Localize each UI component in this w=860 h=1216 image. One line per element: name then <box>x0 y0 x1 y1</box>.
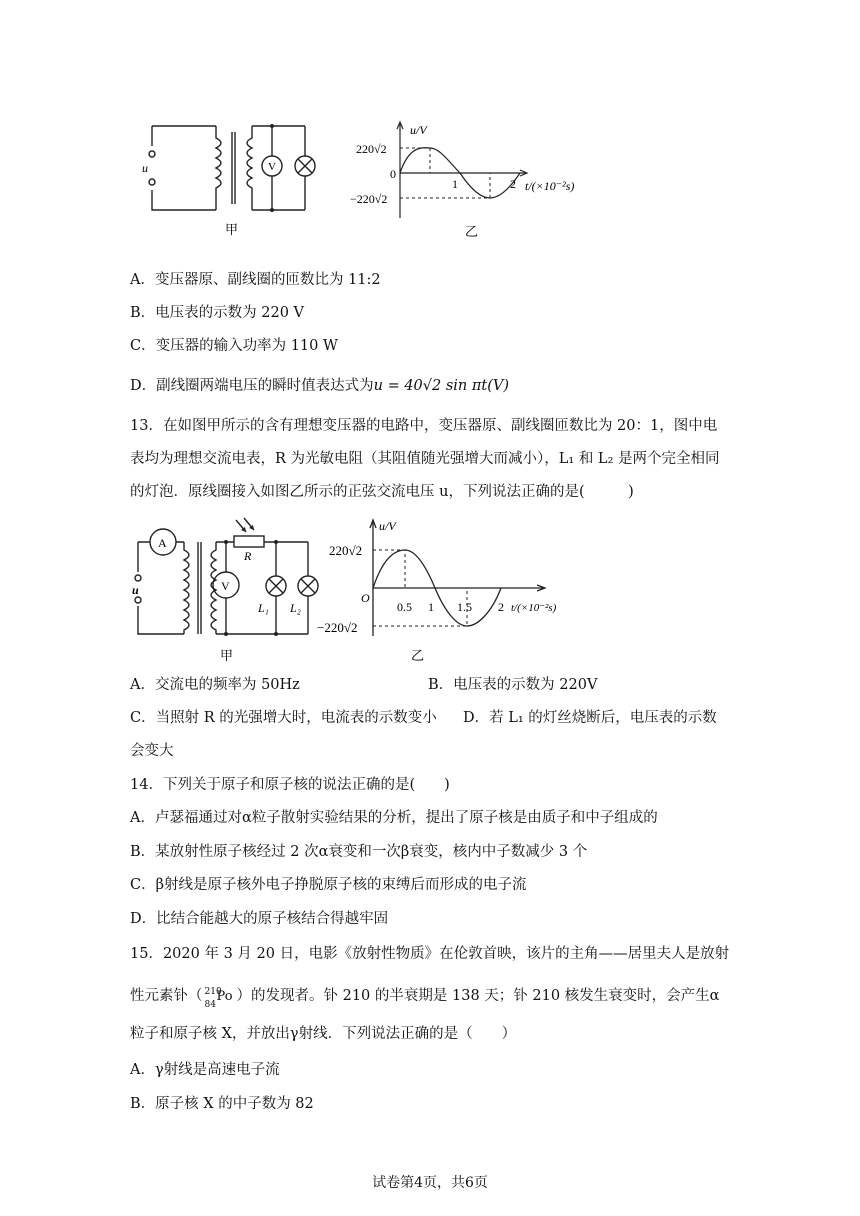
q12-option-a: A．变压器原、副线圈的匝数比为 11:2 <box>130 272 381 288</box>
q15-line2-pre: 性元素钋（ <box>130 988 203 1004</box>
q15-option-a: A．γ射线是高速电子流 <box>130 1062 280 1078</box>
fig1-axis-t: t/(×10⁻²s) <box>525 179 575 193</box>
q13-stem-line2: 表均为理想交流电表，R 为光敏电阻（其阻值随光强增大而减小），L₁ 和 L₂ 是两个完全相同 <box>130 451 720 467</box>
figure-2-graph <box>315 514 595 664</box>
fig1-axis-u: u/V <box>410 123 427 137</box>
fig2-tick-15: 1.5 <box>457 600 472 614</box>
fig2-tick-05: 0.5 <box>397 600 412 614</box>
q15-stem-line1: 15．2020 年 3 月 20 日，电影《放射性物质》在伦敦首映，该片的主角——居里夫人是放射 <box>130 946 730 962</box>
q12-option-b: B．电压表的示数为 220 V <box>130 305 305 321</box>
fig1-tick-2: 2 <box>510 177 516 191</box>
fig1-u-label: u <box>142 161 148 175</box>
fig2-peak-pos: 220√2 <box>329 543 363 558</box>
fig2-caption-yi: 乙 <box>411 648 425 663</box>
q13-option-a: A．交流电的频率为 50Hz <box>130 677 300 693</box>
q15-option-b: B．原子核 X 的中子数为 82 <box>130 1096 314 1112</box>
q14-option-b: B．某放射性原子核经过 2 次α衰变和一次β衰变，核内中子数减少 3 个 <box>130 844 588 860</box>
q14-option-d: D．比结合能越大的原子核结合得越牢固 <box>130 911 389 927</box>
fig2-axis-u: u/V <box>379 519 396 533</box>
polonium-nuclide <box>203 986 237 1010</box>
q12-option-d-text: D．副线圈两端电压的瞬时值表达式为 <box>130 378 374 394</box>
q12-option-d <box>130 376 509 396</box>
fig2-axis-t: t/(×10⁻²s) <box>511 602 557 614</box>
q14-option-a: A．卢瑟福通过对α粒子散射实验结果的分析，提出了原子核是由质子和中子组成的 <box>130 810 658 826</box>
q12-option-c: C．变压器的输入功率为 110 W <box>130 338 338 354</box>
q15-stem-line3: 粒子和原子核 X，并放出γ射线．下列说法正确的是（ ） <box>130 1026 517 1042</box>
q15-line2-post: ）的发现者。钋 210 的半衰期是 138 天；钋 210 核发生衰变时，会产生α <box>236 988 720 1004</box>
fig2-caption-jia: 甲 <box>220 648 234 663</box>
figure-1-graph <box>350 118 630 243</box>
fig2-u-label: u <box>132 583 139 597</box>
fig2-peak-neg: −220√2 <box>317 620 358 635</box>
q13-stem-line1: 13．在如图甲所示的含有理想变压器的电路中，变压器原、副线圈匝数比为 20：1，图中电 <box>130 418 718 434</box>
fig2-l1-label: L₁ <box>258 601 269 615</box>
fig2-l2-label: L₂ <box>290 601 301 615</box>
fig2-tick-2: 2 <box>498 600 504 614</box>
q14-stem: 14．下列关于原子和原子核的说法正确的是( ) <box>130 777 450 793</box>
fig1-caption-jia: 甲 <box>225 222 239 237</box>
q12-option-d-formula: u = 40√2 sin πt(V) <box>373 378 510 394</box>
figure-1-circuit <box>140 118 340 238</box>
q13-option-b: B．电压表的示数为 220V <box>428 677 598 693</box>
q15-stem-line2 <box>130 986 720 1010</box>
fig2-r-label: R <box>244 549 252 563</box>
nuclide-atomic-number: 84 <box>204 1000 216 1010</box>
fig1-peak-neg: −220√2 <box>350 192 388 206</box>
page-footer: 试卷第4页，共6页 <box>372 1175 488 1191</box>
fig1-voltmeter-symbol: V <box>268 161 276 173</box>
fig2-origin: O <box>361 591 370 605</box>
q13-option-c: C．当照射 R 的光强增大时，电流表的示数变小 <box>130 710 437 726</box>
q13-option-d: D．若 L₁ 的灯丝烧断后，电压表的示数 <box>463 710 717 726</box>
fig2-ammeter-symbol: A <box>158 536 167 550</box>
q14-option-c: C．β射线是原子核外电子挣脱原子核的束缚后而形成的电子流 <box>130 877 527 893</box>
fig2-voltmeter-symbol: V <box>221 579 230 593</box>
fig2-tick-1: 1 <box>428 600 434 614</box>
nuclide-mass-number: 210 <box>204 987 222 997</box>
nuclide-element: Po <box>216 989 233 1004</box>
fig1-tick-1: 1 <box>452 177 458 191</box>
fig1-caption-yi: 乙 <box>465 224 479 239</box>
q13-option-d-cont: 会变大 <box>130 743 174 759</box>
fig1-peak-pos: 220√2 <box>356 142 387 156</box>
q13-stem-line3: 的灯泡．原线圈接入如图乙所示的正弦交流电压 u，下列说法正确的是( ) <box>130 484 634 500</box>
fig1-origin: 0 <box>390 167 396 181</box>
figure-2-circuit <box>128 514 328 664</box>
